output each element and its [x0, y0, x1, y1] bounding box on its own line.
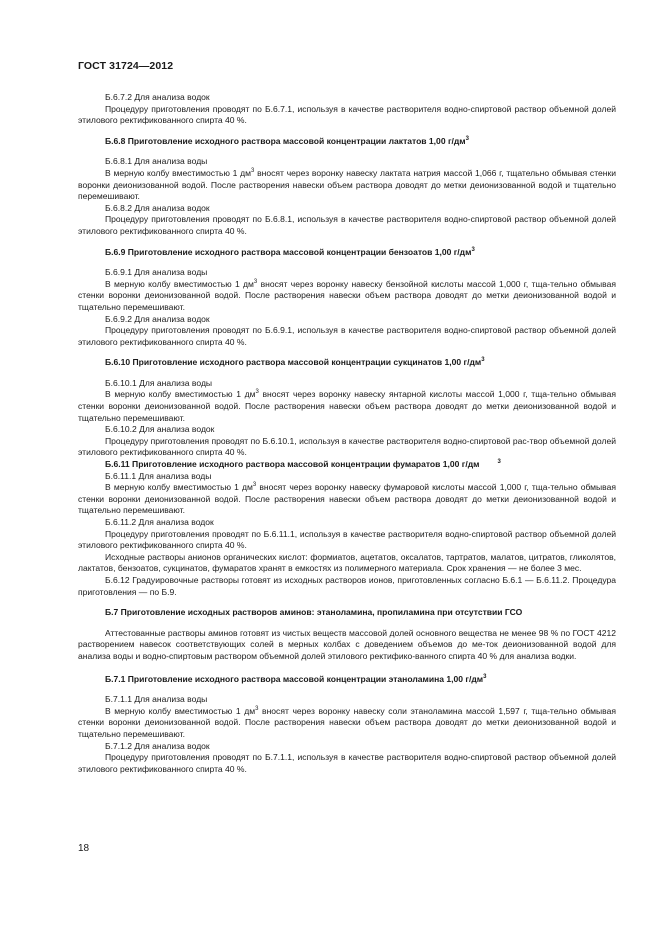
paragraph: Процедуру приготовления проводят по Б.6.8.1, используя в качестве растворителя водно-спиртовой раствор объемной долей этилового ректификованного спирта 40 %. [78, 214, 616, 236]
section-heading: Б.6.9 Приготовление исходного раствора массовой концентрации бензоатов 1,00 $г/дм^3$ [105, 246, 475, 257]
section-heading: Б.7.1 Приготовление исходного раствора массовой концентрации этаноламина 1,00 $г/дм^3$ [105, 673, 487, 684]
subsection-heading: Б.7.1.2 Для анализа водок [105, 740, 210, 751]
subsection-heading: Б.6.9.2 Для анализа водок [105, 313, 210, 324]
section-heading: Б.6.11 Приготовление исходного раствора массовой концентрации фумаратов 1,00 г/дм $^3$ [105, 459, 501, 470]
subsection-heading: Б.6.11.2 Для анализа водок [105, 517, 214, 527]
subsection-heading: Б.6.11.1 Для анализа воды [105, 470, 212, 481]
paragraph: Процедуру приготовления проводят по Б.7.1.1, используя в качестве растворителя водно-спиртовой раствор объемной долей этилового ректификованного спирта 40 %. [78, 752, 616, 774]
subsection-heading: Б.6.8.1 Для анализа воды [105, 156, 208, 167]
paragraph: Процедуру приготовления проводят по Б.6.9.1, используя в качестве растворителя водно-спиртовой раствор объемной долей этилового ректификованного спирта 40 %. [78, 325, 616, 347]
paragraph: Исходные растворы анионов органических кислот: формиатов, ацетатов, оксалатов, тартратов, малатов, цитратов, гликолятов, лактатов, бензоатов, сукцинатов, фумаратов хранят в емкостях из полимерного материала. Срок хранения — не более 3 мес. [78, 551, 616, 574]
paragraph: В мерную колбу вместимостью 1 $дм^3$ вносят через воронку навеску соли этаноламина массой 1,597 г, тща-тельно обмывая стенки воронки деионизованной водой. После растворения навески объем раствора доводят до метки деионизованной водой и тщательно перемешивают. [78, 705, 617, 739]
paragraph: Б.6.12 Градуировочные растворы готовят из исходных растворов ионов, приготовленных согласно Б.6.1 — Б.6.11.2. Процедура приготовления — по Б.9. [78, 574, 616, 597]
section-heading: Б.7 Приготовление исходных растворов аминов: этаноламина, пропиламина при отсутствии ГСО [105, 607, 523, 618]
paragraph: Процедуру приготовления проводят по Б.6.11.1, используя в качестве растворителя водно-спиртовой раствор объемной долей этилового ректификованного спирта 40 %. [78, 528, 616, 551]
paragraph: Процедуру приготовления проводят по Б.6.10.1, используя в качестве растворителя водно-спиртовой рас-твор объемной долей этилового ректификованного спирта 40 %. [78, 435, 616, 458]
subsection-heading: Б.7.1.1 Для анализа воды [105, 694, 208, 705]
paragraph: Процедуру приготовления проводят по Б.6.7.1, используя в качестве растворителя водно-спиртовой раствор объемной долей этилового ректификованного спирта 40 %. [78, 103, 616, 126]
paragraph: В мерную колбу вместимостью 1 $дм^3$ вносят через воронку навеску бензойной кислоты массой 1,000 г, тща-тельно обмывая стенки воронки деионизованной водой. После растворения навески объем раствора доводят до метки деионизованной водой и тщательно перемешивают. [78, 278, 616, 312]
section-heading: Б.6.10 Приготовление исходного раствора массовой концентрации сукцинатов 1,00 $г/дм^3$ [105, 357, 485, 368]
paragraph: Аттестованные растворы аминов готовят из чистых веществ массовой долей основного вещества не менее 98 % по ГОСТ 4212 растворением навесок соответствующих солей в мерных колбах с доведением объемов до ме-ток деионизованной водой для анализа воды и водно-спиртовым раствором объемной долей этилового ректифико-ванного спирта 40 % для анализа водки. [78, 627, 616, 661]
document-body [78, 92, 616, 775]
subsection-heading: Б.6.7.2 Для анализа водок [105, 92, 210, 102]
page-number: 18 [78, 843, 90, 854]
subsection-heading: Б.6.10.1 Для анализа воды [105, 377, 213, 388]
paragraph: В мерную колбу вместимостью 1 $дм^3$ вносят через воронку навеску фумаровой кислоты массой 1,000 г, тща-тельно обмывая стенки воронки деионизованной водой. После растворения навески объем раствора доводят до метки деионизованной водой и тщательно перемешивают. [78, 482, 617, 516]
paragraph: В мерную колбу вместимостью 1 $дм^3$ вносят через воронку навеску лактата натрия массой 1,066 г, тщательно обмывая стенки воронки деионизованной водой. После растворения навески объем раствора доводят до метки деионизованной водой и тщательно перемешивают. [78, 167, 617, 202]
paragraph: В мерную колбу вместимостью 1 $дм^3$ вносят через воронку навеску янтарной кислоты массой 1,000 г, тща-тельно обмывая стенки воронки деионизованной водой. После растворения навески объем раствора доводят до метки деионизованной водой и тщательно перемешивают. [78, 389, 616, 423]
section-heading: Б.6.8 Приготовление исходного раствора массовой концентрации лактатов 1,00 $г/дм^3$ [105, 135, 469, 146]
subsection-heading: Б.6.10.2 Для анализа водок [105, 424, 215, 435]
document-header: ГОСТ 31724—2012 [78, 60, 174, 72]
subsection-heading: Б.6.9.1 Для анализа воды [105, 267, 208, 278]
subsection-heading: Б.6.8.2 Для анализа водок [105, 202, 210, 213]
